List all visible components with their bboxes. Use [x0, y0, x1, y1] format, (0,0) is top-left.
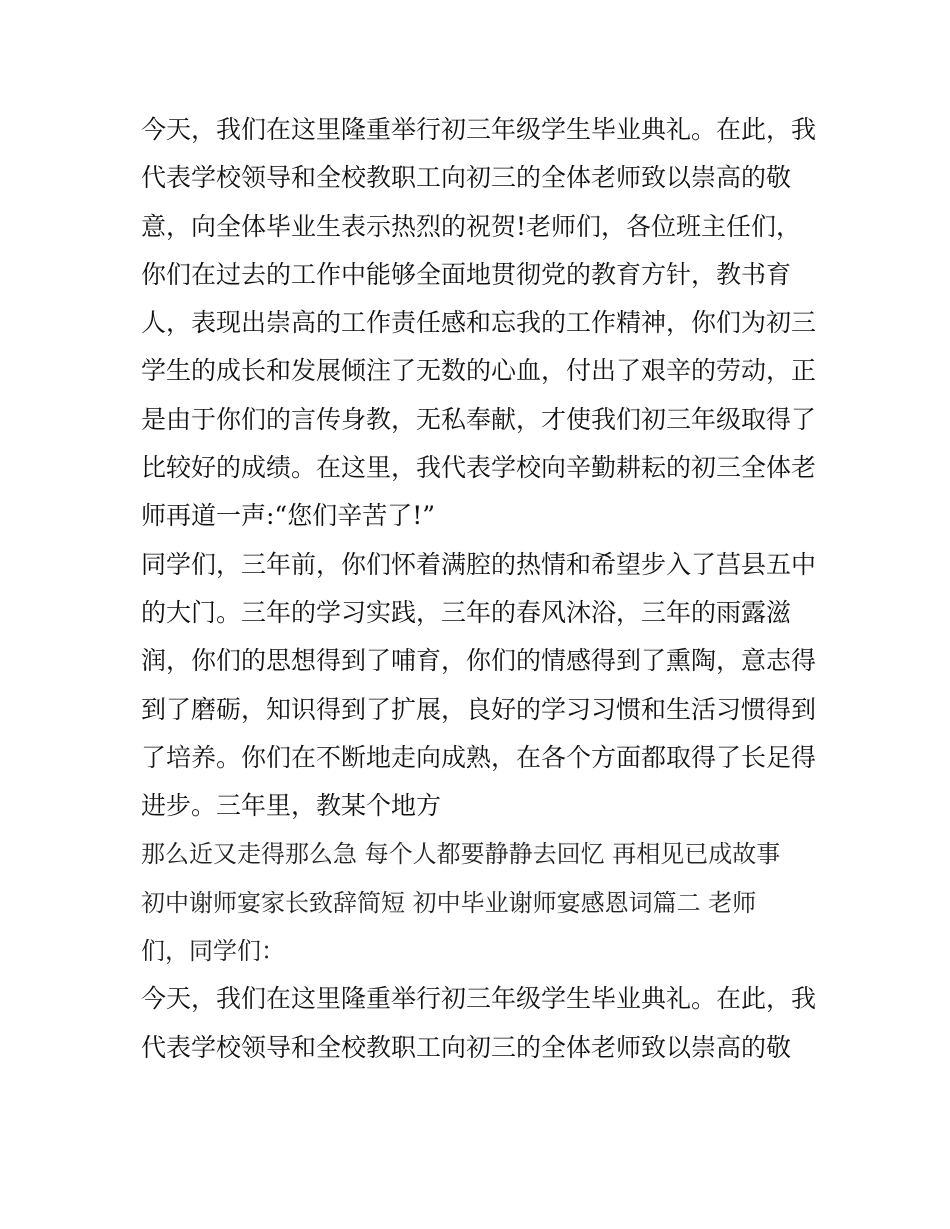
document-body — [141, 106, 821, 1072]
text-line: 到了磨砺，知识得到了扩展，良好的学习习惯和生活习惯得到 — [141, 694, 817, 724]
text-line: 意，向全体毕业生表示热烈的祝贺!老师们，各位班主任们， — [141, 211, 802, 241]
text-line: 进步。三年里，教某个地方 — [141, 791, 442, 821]
text-line: 今天，我们在这里隆重举行初三年级学生毕业典礼。在此，我 — [141, 984, 817, 1014]
text-line: 学生的成长和发展倾注了无数的心血，付出了艰辛的劳动，正 — [141, 356, 817, 386]
text-line: 的大门。三年的学习实践，三年的春风沐浴，三年的雨露滋 — [141, 597, 792, 627]
text-line: 们，同学们： — [141, 937, 285, 966]
text-line: 那么近又走得那么急 每个人都要静静去回忆 再相见已成故事 — [141, 840, 781, 869]
text-line: 人，表现出崇高的工作责任感和忘我的工作精神，你们为初三 — [141, 308, 817, 338]
text-line: 同学们，三年前，你们怀着满腔的热情和希望步入了莒县五中 — [141, 549, 817, 579]
text-line: 代表学校领导和全校教职工向初三的全体老师致以崇高的敬 — [141, 163, 792, 193]
text-line: 是由于你们的言传身教，无私奉献，才使我们初三年级取得了 — [141, 404, 817, 434]
text-line: 代表学校领导和全校教职工向初三的全体老师致以崇高的敬 — [141, 1032, 792, 1062]
text-line: 初中谢师宴家长致辞简短 初中毕业谢师宴感恩词篇二 老师 — [141, 888, 757, 917]
text-line: 今天，我们在这里隆重举行初三年级学生毕业典礼。在此，我 — [141, 115, 817, 144]
text-line: 润，你们的思想得到了哺育，你们的情感得到了熏陶，意志得 — [141, 646, 817, 676]
text-line: 你们在过去的工作中能够全面地贯彻党的教育方针，教书育 — [141, 259, 792, 289]
text-line: 了培养。你们在不断地走向成熟，在各个方面都取得了长足得 — [141, 742, 817, 772]
text-line: 师再道一声:“您们辛苦了!” — [141, 501, 436, 531]
text-line: 比较好的成绩。在这里，我代表学校向辛勤耕耘的初三全体老 — [141, 453, 817, 483]
